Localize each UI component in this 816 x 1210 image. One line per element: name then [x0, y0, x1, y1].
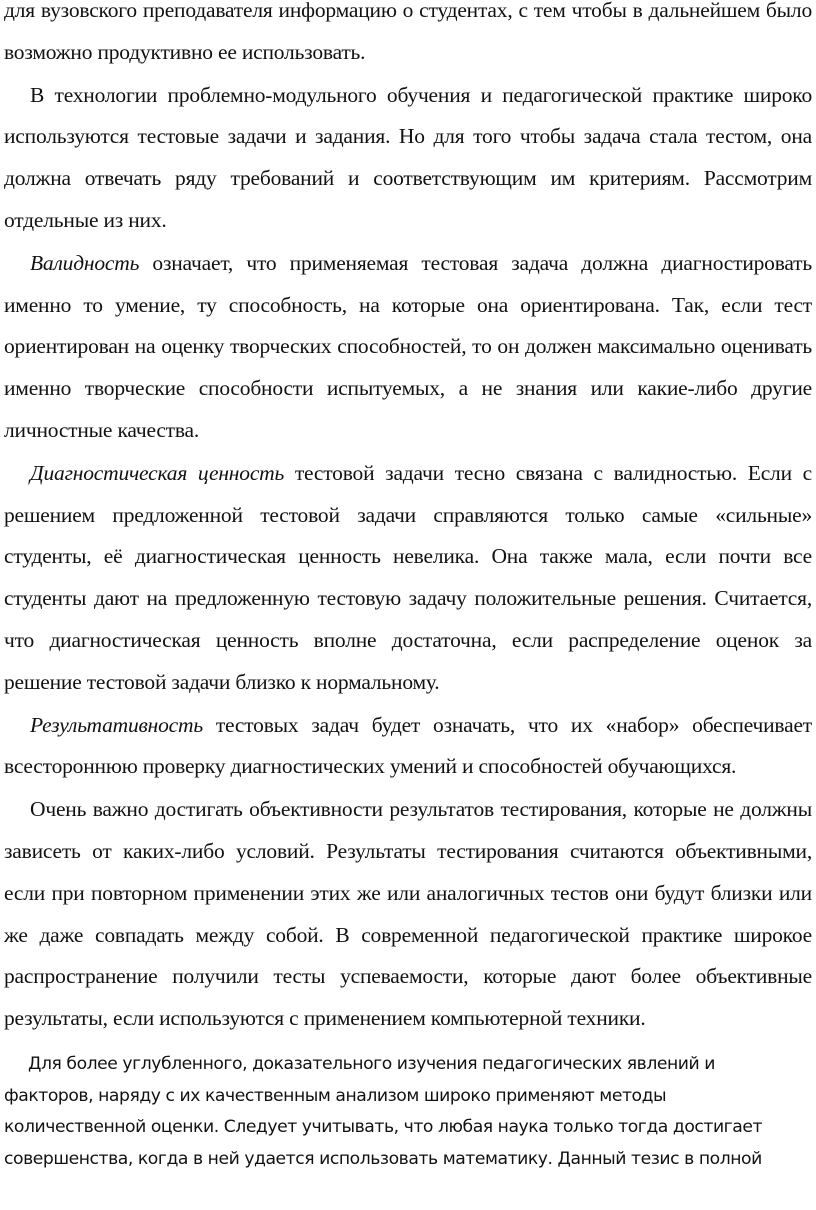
paragraph-testing-intro	[4, 75, 812, 242]
paragraph-quantitative	[4, 1049, 804, 1175]
term-diagnostic-value: Диагностическая ценность	[30, 460, 285, 485]
paragraph-text: Для более углубленного, доказательного изучения педагогических явлений и факторов, наряду с их качественным анализом широко применяют методы количественной оценки. Следует учитывать, что любая наука только тогда достигает совершенства, когда в ней удается использовать математику. Данный тезис в полной	[4, 1054, 763, 1169]
paragraph-objectivity	[4, 789, 812, 1040]
paragraph-text: означает, что применяемая тестовая задача должна диагностировать именно то умение, ту способность, на которые она ориентирована. Так, если тест ориентирован на оценку творческих способностей, то он должен максимально оценивать именно творческие способности испытуемых, а не знания или какие-либо другие личностные качества.	[4, 250, 812, 442]
paragraph-continuation	[4, 0, 812, 74]
term-validity: Валидность	[30, 250, 140, 275]
paragraph-text: тестовых задач будет означать, что их «набор» обеспечивает всестороннюю проверку диагностических умений и способностей обучающихся.	[4, 712, 812, 779]
term-effectiveness: Результативность	[30, 712, 203, 737]
paragraph-text: Очень важно достигать объективности результатов тестирования, которые не должны зависеть от каких-либо условий. Результаты тестирования считаются объективными, если при повторном применении этих же или аналогичных тестов они будут близки или же даже совпадать между собой. В современной педагогической практике широкое распространение получили тесты успеваемости, которые дают более объективные результаты, если используются с применением компьютерной техники.	[4, 797, 812, 1031]
paragraph-effectiveness	[4, 705, 812, 789]
paragraph-validity	[4, 243, 812, 452]
document-body-sans	[4, 1049, 804, 1175]
paragraph-diagnostic-value	[4, 453, 812, 704]
paragraph-text: В технологии проблемно-модульного обучения и педагогической практике широко используются тестовые задачи и задания. Но для того чтобы задача стала тестом, она должна отвечать ряду требований и соответствующим им критериям. Рассмотрим отдельные из них.	[4, 82, 812, 232]
paragraph-text: для вузовского преподавателя информацию о студентах, с тем чтобы в дальнейшем было возможно продуктивно ее использовать.	[4, 0, 812, 64]
document-body-serif	[4, 0, 812, 1040]
paragraph-text: тестовой задачи тесно связана с валидностью. Если с решением предложенной тестовой задачи справляются только самые «сильные» студенты, её диагностическая ценность невелика. Она также мала, если почти все студенты дают на предложенную тестовую задачу положительные решения. Считается, что диагностическая ценность вполне достаточна, если распределение оценок за решение тестовой задачи близко к нормальному.	[4, 460, 812, 694]
